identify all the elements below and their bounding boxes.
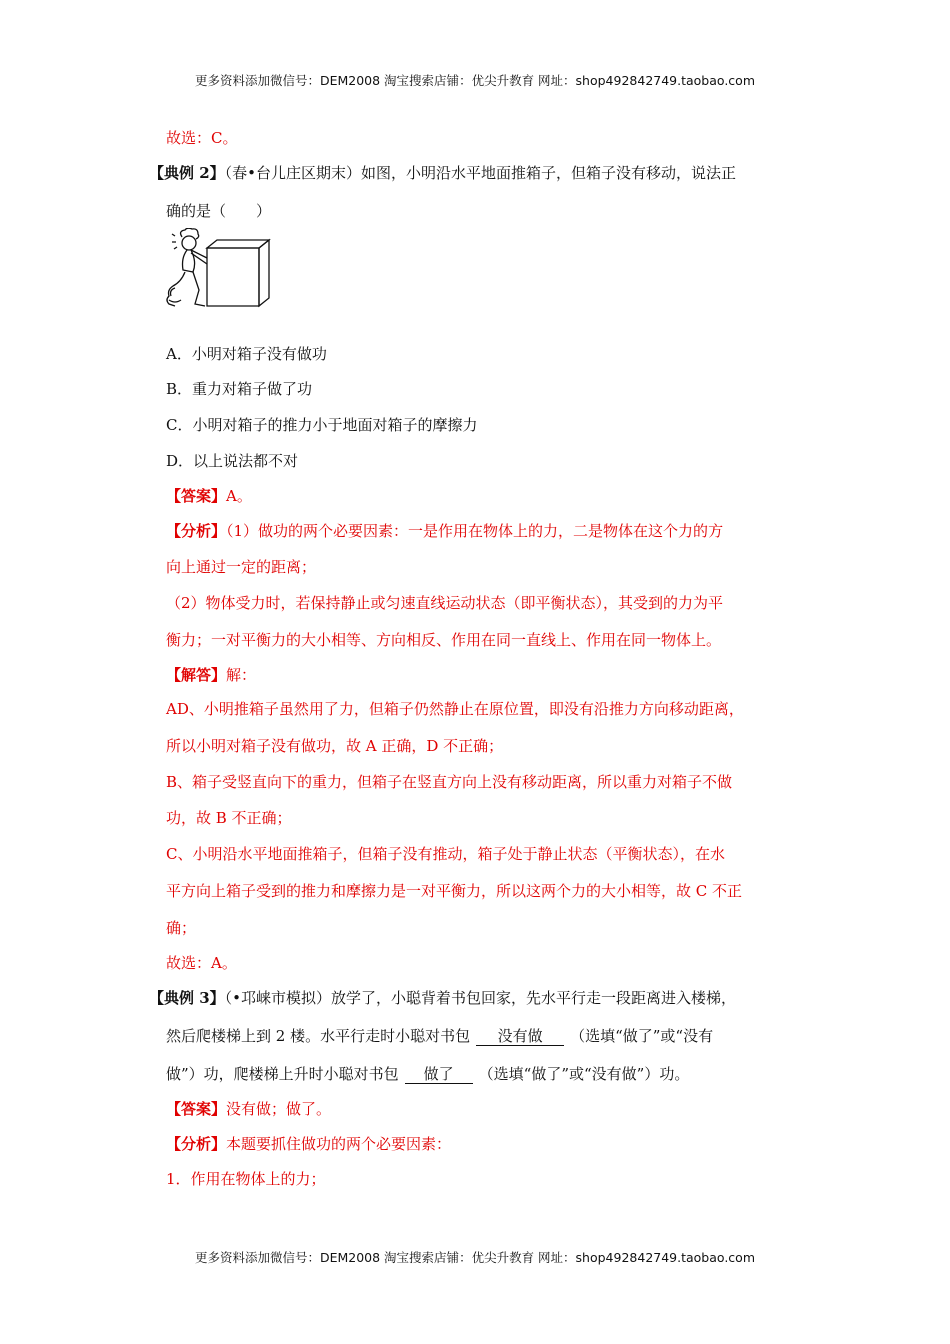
page-footer: 更多资料添加微信号：DEM2008 淘宝搜索店铺：优尖升教育 网址：shop492842749.taobao.com bbox=[194, 1250, 756, 1265]
ex2-solution-2a: B、箱子受竖直向下的重力，但箱子在竖直方向上没有移动距离，所以重力对箱子不做 bbox=[166, 773, 733, 791]
ex3-question-line-2 bbox=[166, 1026, 713, 1046]
ex3-blank-2: 做了 bbox=[405, 1065, 473, 1084]
ex3-question-text-2: 然后爬楼梯上到 2 楼。水平行走时小聪对书包 bbox=[166, 1027, 471, 1045]
ex2-analysis-text-1a: （1）做功的两个必要因素：一是作用在物体上的力，二是物体在这个力的方 bbox=[226, 522, 724, 540]
ex3-question-line-1 bbox=[149, 988, 736, 1008]
ex2-analysis-2b: 衡力；一对平衡力的大小相等、方向相反、作用在同一直线上、作用在同一物体上。 bbox=[166, 631, 722, 649]
ex3-answer bbox=[166, 1099, 331, 1119]
boy-figure bbox=[167, 228, 207, 306]
ex2-solution-lead: 解： bbox=[226, 666, 257, 684]
ex2-solution-3c: 确； bbox=[166, 919, 197, 937]
ex2-conclusion: 故选：A。 bbox=[166, 954, 237, 972]
ex3-question-text-3-tail: （选填“做了”或“没有做”）功。 bbox=[478, 1065, 690, 1083]
ex2-solution-tag: 【解答】 bbox=[166, 666, 227, 684]
ex2-question-text-1: （春•台儿庄区期末）如图，小明沿水平地面推箱子，但箱子没有移动，说法正 bbox=[224, 164, 737, 182]
ex2-solution-1b: 所以小明对箱子没有做功，故 A 正确，D 不正确； bbox=[166, 737, 504, 755]
push-box-figure bbox=[163, 228, 275, 312]
ex2-answer-tag: 【答案】 bbox=[166, 487, 227, 505]
ex3-analysis bbox=[166, 1134, 451, 1154]
ex3-blank-1: 没有做 bbox=[476, 1027, 564, 1046]
ex3-answer-text: 没有做；做了。 bbox=[226, 1100, 332, 1118]
ex2-analysis-tag: 【分析】 bbox=[166, 522, 227, 540]
ex2-solution-3a: C、小明沿水平地面推箱子，但箱子没有推动，箱子处于静止状态（平衡状态），在水 bbox=[166, 845, 725, 863]
ex2-solution-3b: 平方向上箱子受到的推力和摩擦力是一对平衡力，所以这两个力的大小相等，故 C 不正 bbox=[166, 882, 743, 900]
ex3-question-text-1: （•邛崃市模拟）放学了，小聪背着书包回家，先水平行走一段距离进入楼梯， bbox=[224, 989, 737, 1007]
ex2-tag: 【典例 2】 bbox=[149, 164, 225, 182]
ex2-question-line-1 bbox=[149, 163, 736, 183]
ex2-analysis-1b: 向上通过一定的距离； bbox=[166, 558, 317, 576]
prev-conclusion: 故选：C。 bbox=[166, 129, 238, 147]
option-d: D．以上说法都不对 bbox=[166, 452, 299, 470]
ex2-solution-2b: 功，故 B 不正确； bbox=[166, 809, 292, 827]
box-side bbox=[259, 240, 269, 306]
option-a: A．小明对箱子没有做功 bbox=[166, 345, 327, 363]
ex2-question-line-2: 确的是（ ） bbox=[166, 202, 272, 220]
ex2-answer bbox=[166, 486, 252, 506]
ex3-answer-tag: 【答案】 bbox=[166, 1100, 227, 1118]
option-c: C．小明对箱子的推力小于地面对箱子的摩擦力 bbox=[166, 416, 478, 434]
ex2-solution-1a: AD、小明推箱子虽然用了力，但箱子仍然静止在原位置，即没有沿推力方向移动距离， bbox=[166, 700, 744, 718]
page-header: 更多资料添加微信号：DEM2008 淘宝搜索店铺：优尖升教育 网址：shop492842749.taobao.com bbox=[194, 73, 756, 88]
ex2-analysis-1a bbox=[166, 521, 723, 541]
ex3-point-1: 1．作用在物体上的力； bbox=[166, 1170, 326, 1188]
box-front bbox=[207, 248, 259, 306]
ex3-analysis-text: 本题要抓住做功的两个必要因素： bbox=[226, 1135, 452, 1153]
ex3-analysis-tag: 【分析】 bbox=[166, 1135, 227, 1153]
option-b: B．重力对箱子做了功 bbox=[166, 380, 313, 398]
ex3-question-text-3: 做”）功，爬楼梯上升时小聪对书包 bbox=[166, 1065, 399, 1083]
ex2-answer-text: A。 bbox=[226, 487, 252, 505]
ex2-analysis-2a: （2）物体受力时，若保持静止或匀速直线运动状态（即平衡状态），其受到的力为平 bbox=[166, 594, 724, 612]
ex3-question-text-2-tail: （选填“做了”或“没有 bbox=[570, 1027, 714, 1045]
ex3-question-line-3 bbox=[166, 1064, 689, 1084]
ex2-solution-head bbox=[166, 665, 256, 685]
ex3-tag: 【典例 3】 bbox=[149, 989, 225, 1007]
